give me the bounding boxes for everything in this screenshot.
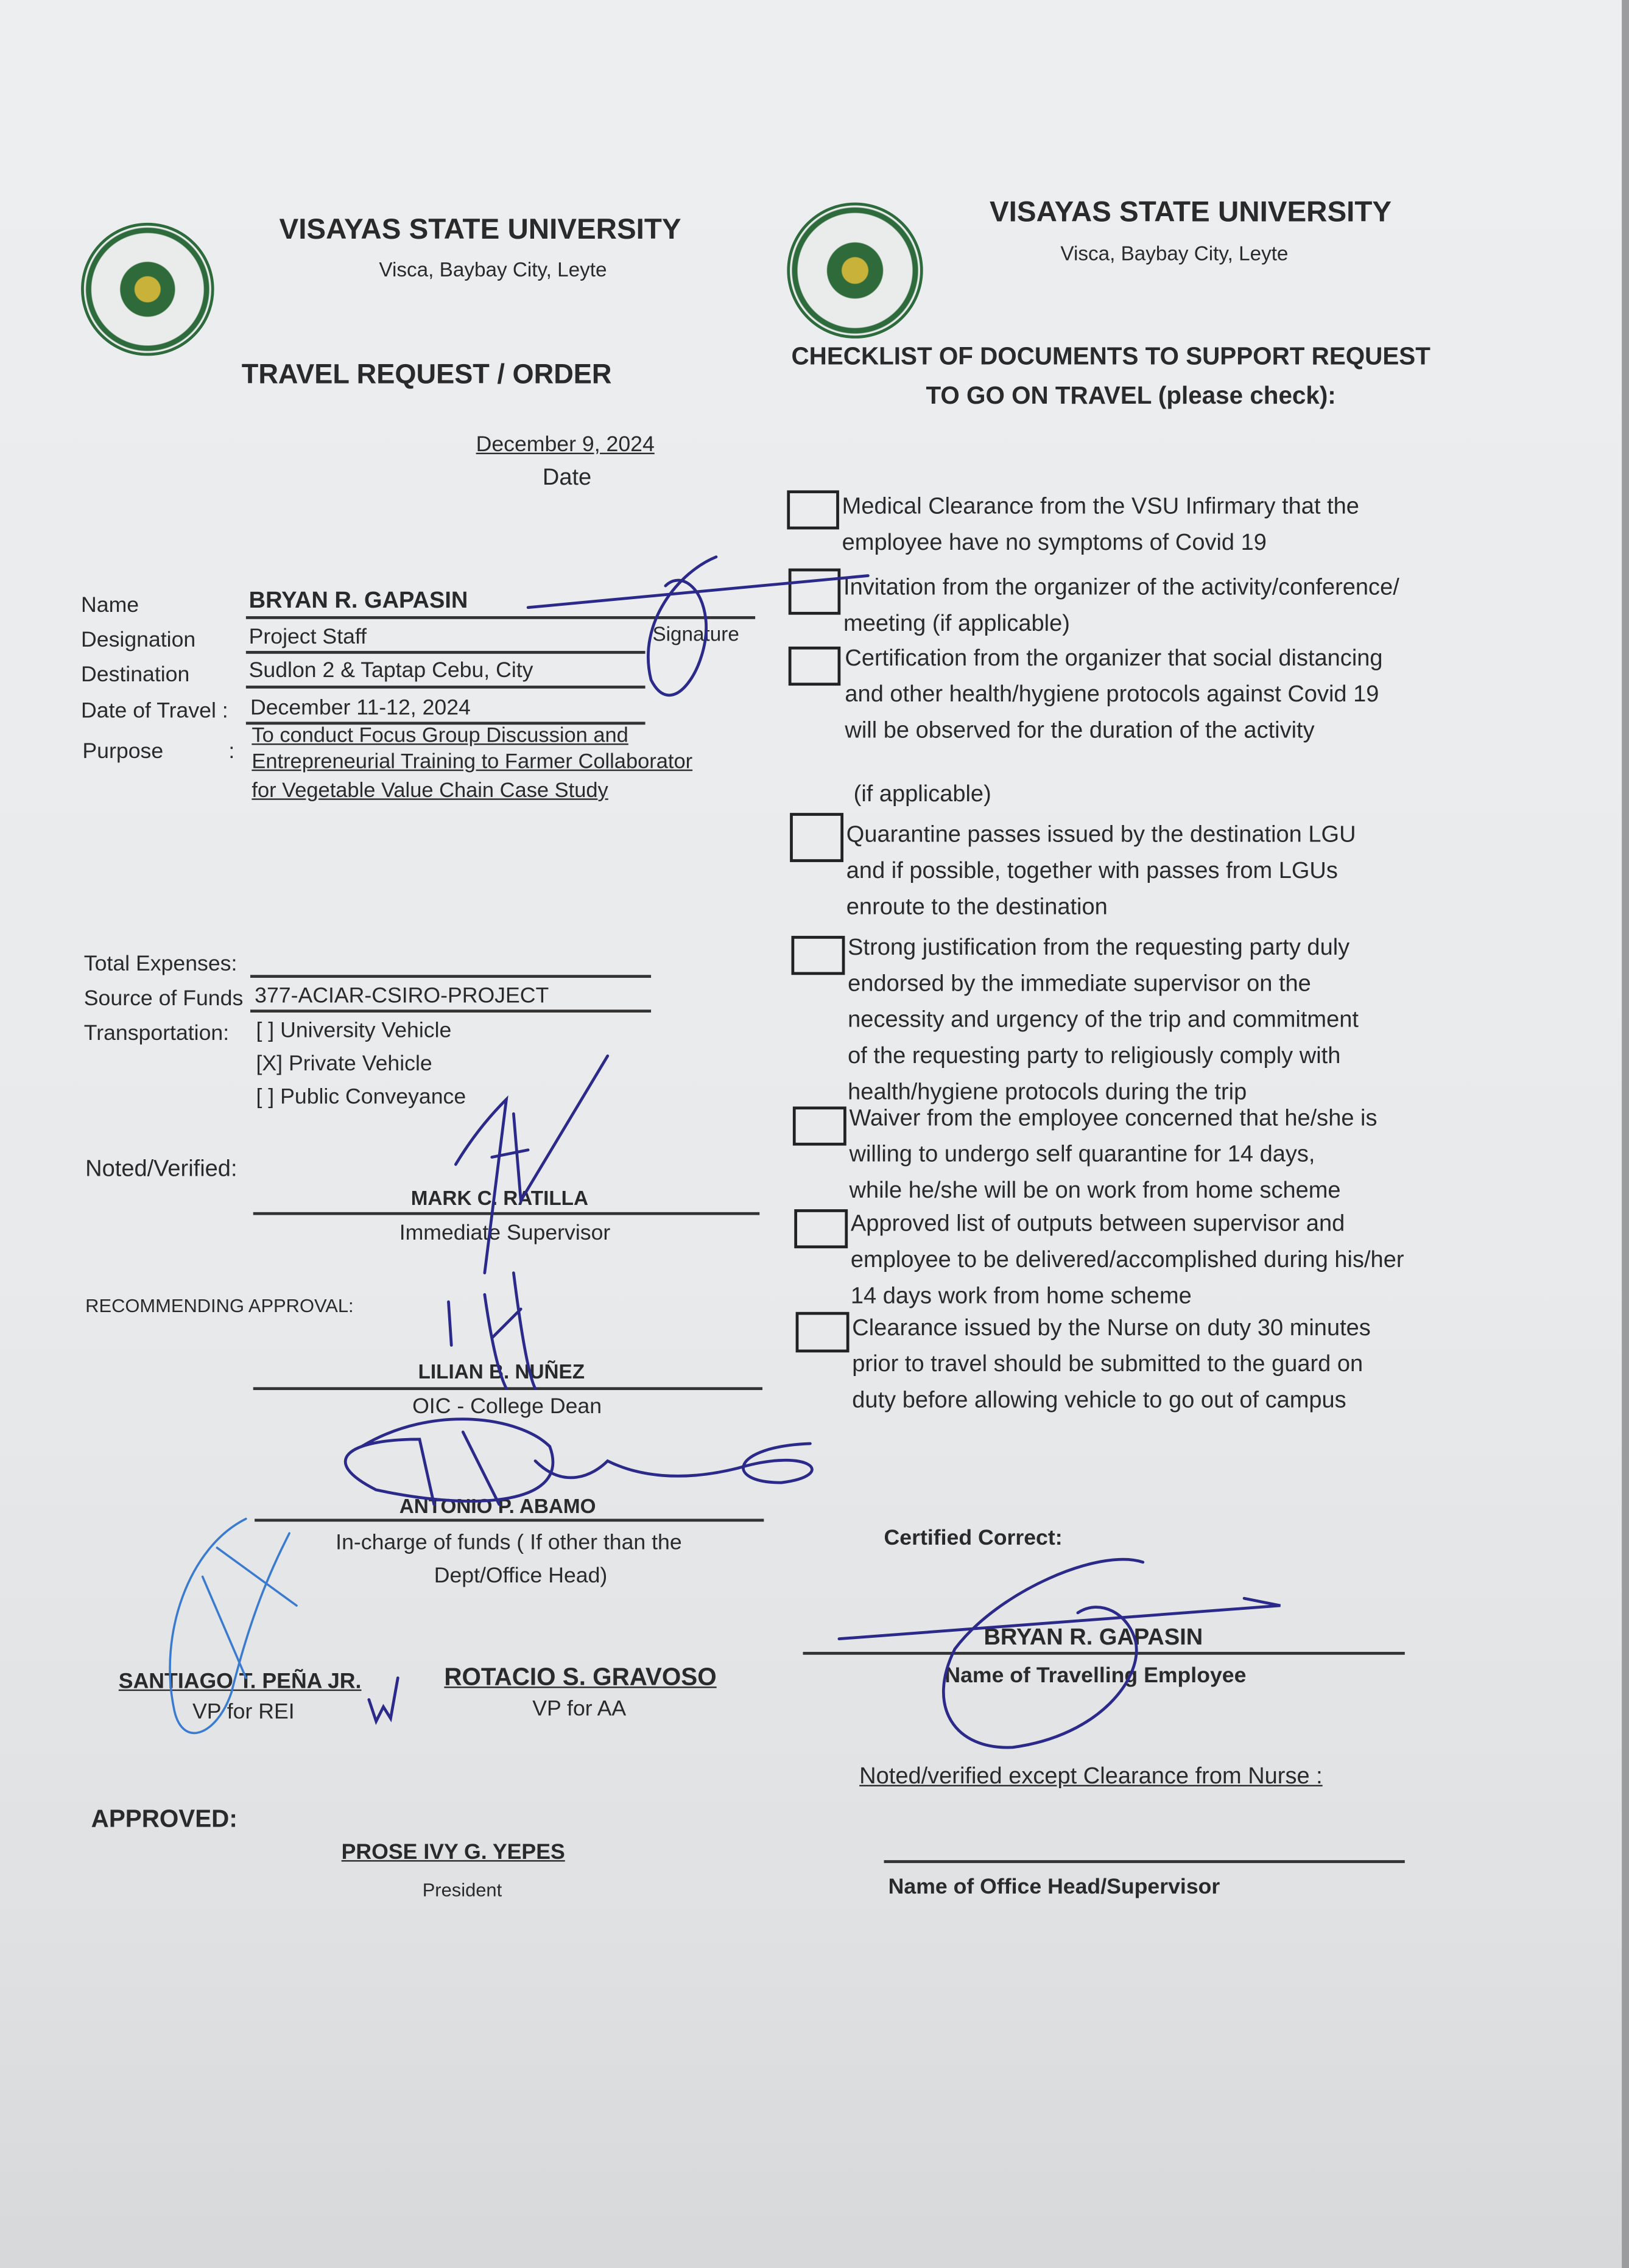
item-line: Approved list of outputs between supervisor and bbox=[850, 1212, 1345, 1237]
source-of-funds-label: Source of Funds bbox=[83, 988, 244, 1010]
checklist-item-invitation bbox=[843, 570, 1399, 642]
checkbox-nurse-clearance[interactable] bbox=[796, 1312, 850, 1353]
purpose-colon: : bbox=[228, 739, 235, 764]
university-seal-left bbox=[81, 223, 214, 356]
source-of-funds-value: 377-ACIAR-CSIRO-PROJECT bbox=[255, 983, 549, 1008]
checklist-item-waiver bbox=[850, 1101, 1377, 1209]
destination-line bbox=[246, 686, 646, 688]
checklist-item-justification bbox=[848, 930, 1359, 1111]
purpose-line-3: for Vegetable Value Chain Case Study bbox=[252, 779, 608, 803]
purpose-line-2: Entrepreneurial Training to Farmer Collaborator bbox=[252, 750, 693, 774]
office-head-line bbox=[884, 1860, 1405, 1862]
name-label: Name bbox=[81, 593, 139, 618]
designation-line bbox=[246, 651, 646, 653]
university-address-right: Visca, Baybay City, Leyte bbox=[1060, 241, 1289, 265]
recommending-approval-label: RECOMMENDING APPROVAL: bbox=[85, 1294, 354, 1316]
university-name-left: VISAYAS STATE UNIVERSITY bbox=[279, 214, 681, 246]
checkbox-quarantine-passes[interactable] bbox=[790, 813, 843, 862]
vp-rei-title: VP for REI bbox=[192, 1699, 295, 1724]
transport-option-university-vehicle[interactable]: [ ] University Vehicle bbox=[256, 1018, 452, 1043]
item-line: employee have no symptoms of Covid 19 bbox=[842, 530, 1267, 556]
supervisor-title: Immediate Supervisor bbox=[399, 1221, 611, 1246]
funds-incharge-title-2: Dept/Office Head) bbox=[434, 1564, 608, 1589]
checkbox-waiver[interactable] bbox=[793, 1106, 846, 1145]
item-line: necessity and urgency of the trip and commitment bbox=[848, 1008, 1359, 1033]
item-line: Medical Clearance from the VSU Infirmary that the bbox=[842, 494, 1359, 519]
designation-value: Project Staff bbox=[248, 625, 367, 650]
university-address-left: Visca, Baybay City, Leyte bbox=[379, 257, 607, 281]
destination-label: Destination bbox=[81, 662, 190, 687]
name-value: BRYAN R. GAPASIN bbox=[248, 588, 468, 614]
item-line: Strong justification from the requesting party duly bbox=[848, 936, 1350, 961]
transportation-label: Transportation: bbox=[83, 1021, 230, 1046]
checklist-title-1: CHECKLIST OF DOCUMENTS TO SUPPORT REQUEST bbox=[791, 343, 1430, 371]
checklist-item-certification bbox=[845, 641, 1382, 749]
checkbox-approved-outputs[interactable] bbox=[794, 1209, 848, 1248]
paper-edge bbox=[1622, 0, 1629, 2268]
item-line: 14 days work from home scheme bbox=[850, 1284, 1192, 1310]
noted-verified-label: Noted/Verified: bbox=[85, 1157, 237, 1182]
item-line: willing to undergo self quarantine for 14 days, bbox=[849, 1142, 1315, 1168]
university-name-right: VISAYAS STATE UNIVERSITY bbox=[989, 197, 1392, 229]
item-line: Invitation from the organizer of the activity/conference/ bbox=[843, 575, 1399, 600]
item-line: will be observed for the duration of the activity bbox=[845, 718, 1315, 744]
office-head-title: Name of Office Head/Supervisor bbox=[888, 1874, 1220, 1900]
transport-option-private-vehicle[interactable]: [X] Private Vehicle bbox=[256, 1051, 432, 1076]
date-of-travel-line bbox=[246, 721, 646, 724]
purpose-label: Purpose bbox=[82, 739, 164, 764]
checkbox-invitation[interactable] bbox=[789, 569, 841, 615]
university-seal-right bbox=[787, 203, 923, 339]
item-line: Clearance issued by the Nurse on duty 30 minutes bbox=[852, 1316, 1371, 1341]
item-line: Waiver from the employee concerned that he/she is bbox=[849, 1106, 1377, 1131]
employee-name: BRYAN R. GAPASIN bbox=[983, 1626, 1203, 1651]
date-of-travel-label: Date of Travel : bbox=[81, 698, 228, 723]
vp-aa-title: VP for AA bbox=[532, 1696, 627, 1722]
source-of-funds-line bbox=[250, 1009, 651, 1012]
item-line: Quarantine passes issued by the destination LGU bbox=[846, 823, 1356, 848]
total-expenses-label: Total Expenses: bbox=[83, 952, 237, 977]
funds-incharge-line bbox=[255, 1518, 764, 1521]
request-date: December 9, 2024 bbox=[476, 432, 655, 457]
vp-aa-name: ROTACIO S. GRAVOSO bbox=[444, 1663, 717, 1691]
employee-title: Name of Travelling Employee bbox=[945, 1663, 1247, 1688]
item-line: prior to travel should be submitted to the guard on bbox=[852, 1352, 1363, 1377]
date-label: Date bbox=[542, 465, 592, 491]
president-name: PROSE IVY G. YEPES bbox=[341, 1839, 565, 1865]
noted-except-nurse: Noted/verified except Clearance from Nurse : bbox=[859, 1764, 1323, 1789]
checklist-item-quarantine-passes bbox=[846, 817, 1356, 925]
item-line: meeting (if applicable) bbox=[843, 611, 1070, 637]
checkbox-justification[interactable] bbox=[792, 936, 845, 975]
checklist-item-approved-outputs bbox=[851, 1206, 1404, 1315]
item-line: enroute to the destination bbox=[846, 895, 1108, 920]
dean-title: OIC - College Dean bbox=[412, 1394, 602, 1419]
signature-gravoso-initial bbox=[369, 1678, 398, 1721]
supervisor-name: MARK C. RATILLA bbox=[410, 1186, 588, 1210]
funds-incharge-title-1: In-charge of funds ( If other than the bbox=[336, 1530, 682, 1555]
checklist-item-medical-clearance bbox=[842, 489, 1359, 561]
designation-label: Designation bbox=[81, 628, 196, 653]
destination-value: Sudlon 2 & Taptap Cebu, City bbox=[248, 658, 533, 683]
item-line: duty before allowing vehicle to go out of campus bbox=[852, 1388, 1346, 1414]
form-title: TRAVEL REQUEST / ORDER bbox=[241, 360, 612, 391]
signature-label: Signature bbox=[652, 622, 739, 645]
purpose-line-1: To conduct Focus Group Discussion and bbox=[252, 725, 628, 748]
item-line: endorsed by the immediate supervisor on the bbox=[848, 972, 1311, 997]
checkbox-certification[interactable] bbox=[789, 647, 841, 686]
approved-label: APPROVED: bbox=[91, 1805, 237, 1833]
item-line: health/hygiene protocols during the trip bbox=[848, 1080, 1247, 1106]
supervisor-line bbox=[253, 1212, 759, 1215]
dean-name: LILIAN B. NUÑEZ bbox=[418, 1360, 585, 1383]
item-line: and if possible, together with passes from LGUs bbox=[846, 859, 1338, 884]
president-title: President bbox=[422, 1879, 502, 1901]
name-line bbox=[246, 616, 755, 619]
transport-option-public-conveyance[interactable]: [ ] Public Conveyance bbox=[256, 1084, 466, 1110]
item-line: of the requesting party to religiously comply with bbox=[848, 1044, 1341, 1069]
date-of-travel-value: December 11-12, 2024 bbox=[250, 695, 471, 721]
funds-incharge-name: ANTONIO P. ABAMO bbox=[399, 1494, 596, 1518]
total-expenses-line bbox=[250, 975, 651, 977]
item-line: employee to be delivered/accomplished during his/her bbox=[850, 1248, 1404, 1273]
signature-abamo bbox=[345, 1419, 812, 1504]
item-line: while he/she will be on work from home scheme bbox=[849, 1179, 1341, 1204]
item-line: Certification from the organizer that social distancing bbox=[845, 646, 1383, 672]
dean-line bbox=[253, 1387, 762, 1389]
item-line: and other health/hygiene protocols against Covid 19 bbox=[845, 683, 1379, 707]
employee-line bbox=[803, 1652, 1405, 1654]
certification-note: (if applicable) bbox=[853, 782, 991, 807]
certified-correct-label: Certified Correct: bbox=[884, 1526, 1063, 1551]
vp-rei-name: SANTIAGO T. PEÑA JR. bbox=[118, 1669, 362, 1694]
checklist-item-nurse-clearance bbox=[852, 1310, 1371, 1419]
checkbox-medical-clearance[interactable] bbox=[787, 490, 839, 529]
checklist-title-2: TO GO ON TRAVEL (please check): bbox=[926, 382, 1336, 410]
